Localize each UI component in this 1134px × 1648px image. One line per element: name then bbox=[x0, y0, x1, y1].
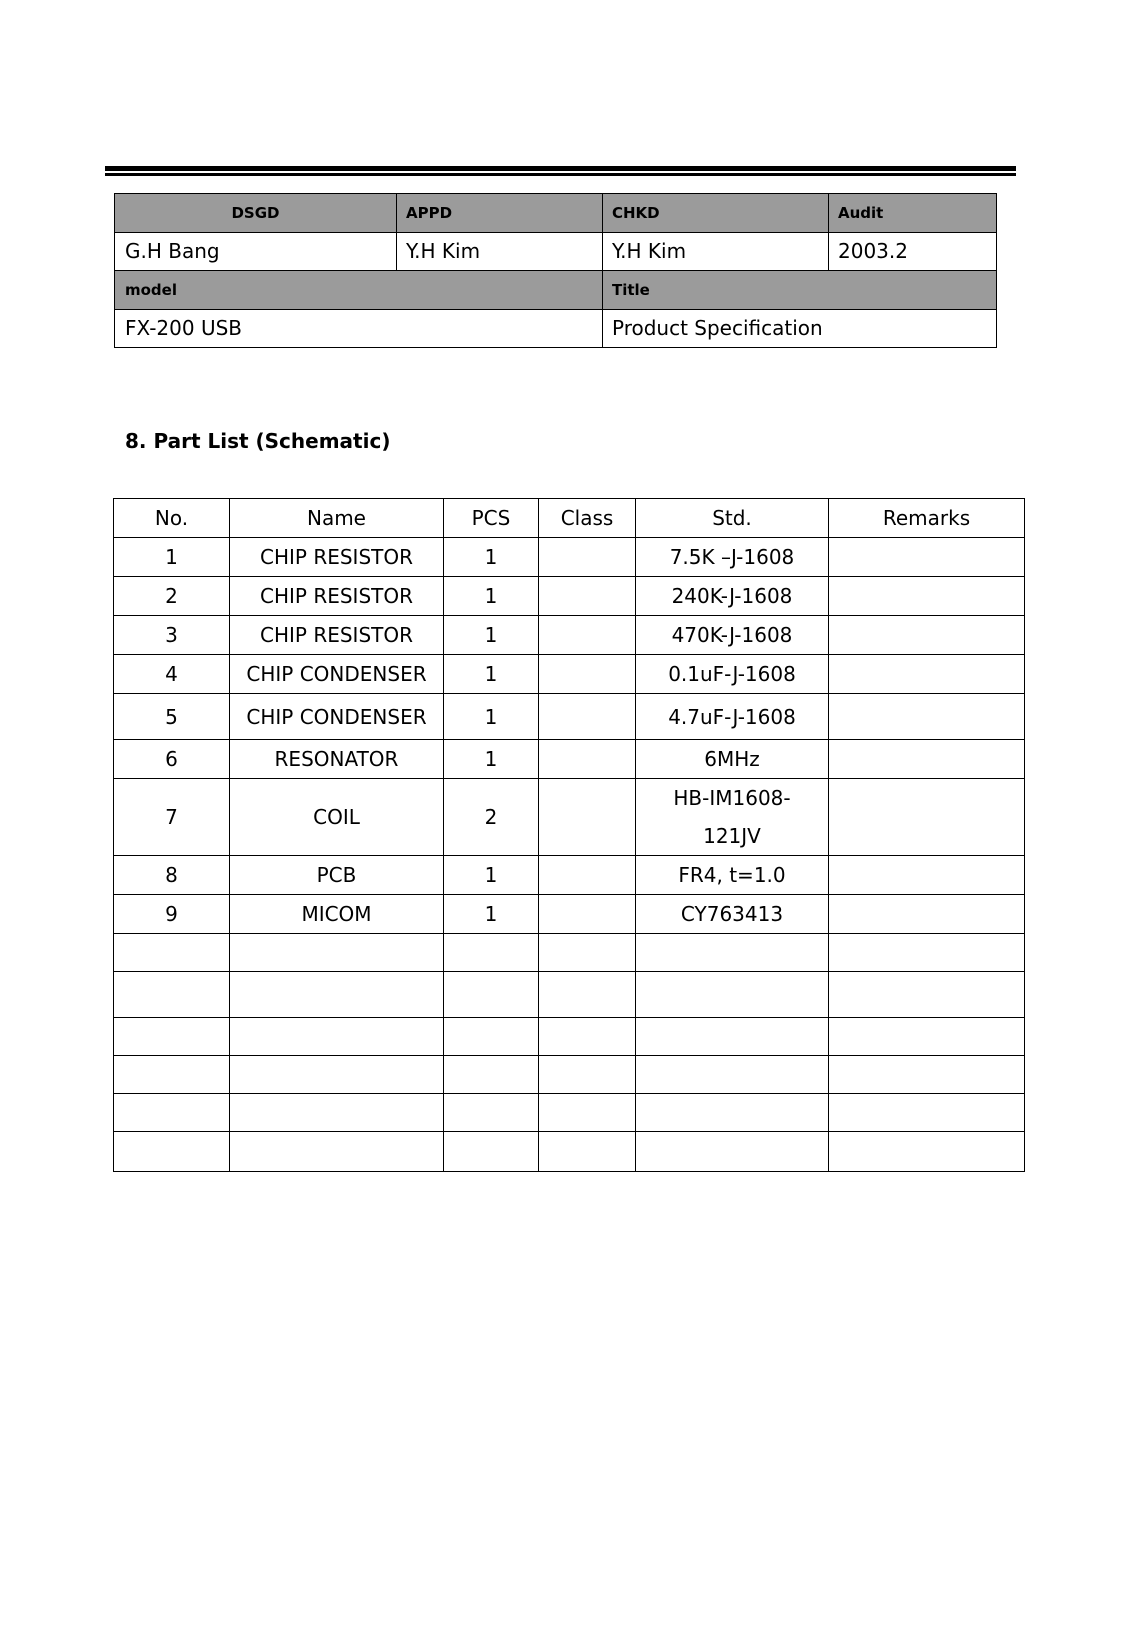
value-dsgd: G.H Bang bbox=[115, 232, 396, 270]
cell-no bbox=[114, 972, 230, 1018]
header-double-rule bbox=[105, 166, 1016, 177]
cell-no: 2 bbox=[114, 577, 230, 616]
cell-std bbox=[636, 1094, 829, 1132]
label-chkd: CHKD bbox=[602, 194, 828, 232]
cell-remarks bbox=[829, 856, 1025, 895]
cell-std: FR4, t=1.0 bbox=[636, 856, 829, 895]
cell-remarks bbox=[829, 616, 1025, 655]
table-row bbox=[114, 740, 1025, 779]
cell-std bbox=[636, 1056, 829, 1094]
cell-pcs: 1 bbox=[444, 856, 539, 895]
column-header-remarks: Remarks bbox=[829, 499, 1025, 538]
value-model: FX-200 USB bbox=[115, 309, 602, 347]
label-title: Title bbox=[602, 271, 996, 309]
table-row bbox=[114, 934, 1025, 972]
cell-std: HB-IM1608-121JV bbox=[636, 779, 829, 856]
cell-remarks bbox=[829, 577, 1025, 616]
cell-class bbox=[539, 577, 636, 616]
cell-pcs: 1 bbox=[444, 740, 539, 779]
cell-remarks bbox=[829, 1056, 1025, 1094]
table-row bbox=[114, 1056, 1025, 1094]
cell-name bbox=[230, 1056, 444, 1094]
cell-remarks bbox=[829, 895, 1025, 934]
table-row bbox=[114, 538, 1025, 577]
cell-pcs bbox=[444, 1056, 539, 1094]
rule-thin-line bbox=[105, 173, 1016, 176]
table-row bbox=[114, 972, 1025, 1018]
cell-class bbox=[539, 538, 636, 577]
cell-class bbox=[539, 934, 636, 972]
cell-class bbox=[539, 655, 636, 694]
cell-std bbox=[636, 1132, 829, 1172]
cell-no: 1 bbox=[114, 538, 230, 577]
cell-class bbox=[539, 1094, 636, 1132]
cell-name: CHIP CONDENSER bbox=[230, 655, 444, 694]
cell-class bbox=[539, 972, 636, 1018]
table-row bbox=[114, 1018, 1025, 1056]
cell-std: CY763413 bbox=[636, 895, 829, 934]
cell-remarks bbox=[829, 694, 1025, 740]
cell-class bbox=[539, 1056, 636, 1094]
section-title: 8. Part List (Schematic) bbox=[125, 429, 391, 453]
table-row bbox=[114, 616, 1025, 655]
cell-no bbox=[114, 934, 230, 972]
cell-no bbox=[114, 1018, 230, 1056]
cell-std: 4.7uF-J-1608 bbox=[636, 694, 829, 740]
cell-no: 4 bbox=[114, 655, 230, 694]
cell-remarks bbox=[829, 740, 1025, 779]
cell-pcs bbox=[444, 1132, 539, 1172]
grid-line bbox=[828, 194, 829, 270]
cell-remarks bbox=[829, 538, 1025, 577]
cell-no: 5 bbox=[114, 694, 230, 740]
cell-pcs: 1 bbox=[444, 694, 539, 740]
cell-class bbox=[539, 1132, 636, 1172]
table-row bbox=[114, 694, 1025, 740]
cell-std: 6MHz bbox=[636, 740, 829, 779]
rule-thick-line bbox=[105, 166, 1016, 171]
cell-remarks bbox=[829, 1018, 1025, 1056]
cell-pcs: 1 bbox=[444, 577, 539, 616]
cell-std: 470K-J-1608 bbox=[636, 616, 829, 655]
cell-name: CHIP RESISTOR bbox=[230, 577, 444, 616]
value-title: Product Specification bbox=[602, 309, 996, 347]
grid-line bbox=[115, 309, 996, 310]
cell-std: 240K-J-1608 bbox=[636, 577, 829, 616]
label-audit: Audit bbox=[828, 194, 996, 232]
grid-line bbox=[396, 194, 397, 270]
cell-no: 3 bbox=[114, 616, 230, 655]
table-row bbox=[114, 1132, 1025, 1172]
cell-name: PCB bbox=[230, 856, 444, 895]
cell-name: RESONATOR bbox=[230, 740, 444, 779]
column-header-no: No. bbox=[114, 499, 230, 538]
cell-class bbox=[539, 740, 636, 779]
table-row bbox=[114, 655, 1025, 694]
cell-std: 0.1uF-J-1608 bbox=[636, 655, 829, 694]
cell-remarks bbox=[829, 934, 1025, 972]
cell-name bbox=[230, 1132, 444, 1172]
cell-class bbox=[539, 616, 636, 655]
cell-remarks bbox=[829, 779, 1025, 856]
label-appd: APPD bbox=[396, 194, 602, 232]
cell-pcs: 1 bbox=[444, 616, 539, 655]
cell-no: 6 bbox=[114, 740, 230, 779]
cell-name: CHIP RESISTOR bbox=[230, 616, 444, 655]
cell-pcs bbox=[444, 1094, 539, 1132]
table-row bbox=[114, 856, 1025, 895]
cell-pcs bbox=[444, 1018, 539, 1056]
cell-remarks bbox=[829, 972, 1025, 1018]
cell-name: COIL bbox=[230, 779, 444, 856]
label-model: model bbox=[115, 271, 602, 309]
cell-name bbox=[230, 934, 444, 972]
value-chkd: Y.H Kim bbox=[602, 232, 828, 270]
cell-pcs: 1 bbox=[444, 655, 539, 694]
cell-pcs: 2 bbox=[444, 779, 539, 856]
cell-remarks bbox=[829, 1094, 1025, 1132]
grid-line bbox=[115, 232, 996, 233]
table-row bbox=[114, 1094, 1025, 1132]
cell-class bbox=[539, 895, 636, 934]
cell-no bbox=[114, 1132, 230, 1172]
cell-pcs bbox=[444, 972, 539, 1018]
cell-pcs: 1 bbox=[444, 895, 539, 934]
cell-std bbox=[636, 934, 829, 972]
cell-class bbox=[539, 1018, 636, 1056]
cell-std bbox=[636, 1018, 829, 1056]
cell-pcs: 1 bbox=[444, 538, 539, 577]
cell-pcs bbox=[444, 934, 539, 972]
cell-class bbox=[539, 779, 636, 856]
cell-name: CHIP RESISTOR bbox=[230, 538, 444, 577]
column-header-name: Name bbox=[230, 499, 444, 538]
cell-no bbox=[114, 1094, 230, 1132]
grid-line bbox=[602, 194, 603, 347]
value-appd: Y.H Kim bbox=[396, 232, 602, 270]
cell-no: 8 bbox=[114, 856, 230, 895]
cell-remarks bbox=[829, 655, 1025, 694]
cell-name: CHIP CONDENSER bbox=[230, 694, 444, 740]
cell-no bbox=[114, 1056, 230, 1094]
table-header-row bbox=[114, 499, 1025, 538]
cell-std: 7.5K –J-1608 bbox=[636, 538, 829, 577]
column-header-class: Class bbox=[539, 499, 636, 538]
document-info-table bbox=[114, 193, 997, 348]
table-row bbox=[114, 577, 1025, 616]
column-header-pcs: PCS bbox=[444, 499, 539, 538]
cell-class bbox=[539, 694, 636, 740]
cell-name bbox=[230, 1094, 444, 1132]
value-audit: 2003.2 bbox=[828, 232, 996, 270]
part-list-table bbox=[113, 498, 1025, 1172]
cell-name bbox=[230, 972, 444, 1018]
part-list-body bbox=[114, 538, 1025, 1172]
label-dsgd: DSGD bbox=[115, 194, 396, 232]
cell-no: 7 bbox=[114, 779, 230, 856]
cell-no: 9 bbox=[114, 895, 230, 934]
cell-name bbox=[230, 1018, 444, 1056]
grid-line bbox=[115, 270, 996, 271]
table-row bbox=[114, 779, 1025, 856]
cell-remarks bbox=[829, 1132, 1025, 1172]
table-row bbox=[114, 895, 1025, 934]
cell-class bbox=[539, 856, 636, 895]
cell-name: MICOM bbox=[230, 895, 444, 934]
cell-std bbox=[636, 972, 829, 1018]
column-header-std: Std. bbox=[636, 499, 829, 538]
